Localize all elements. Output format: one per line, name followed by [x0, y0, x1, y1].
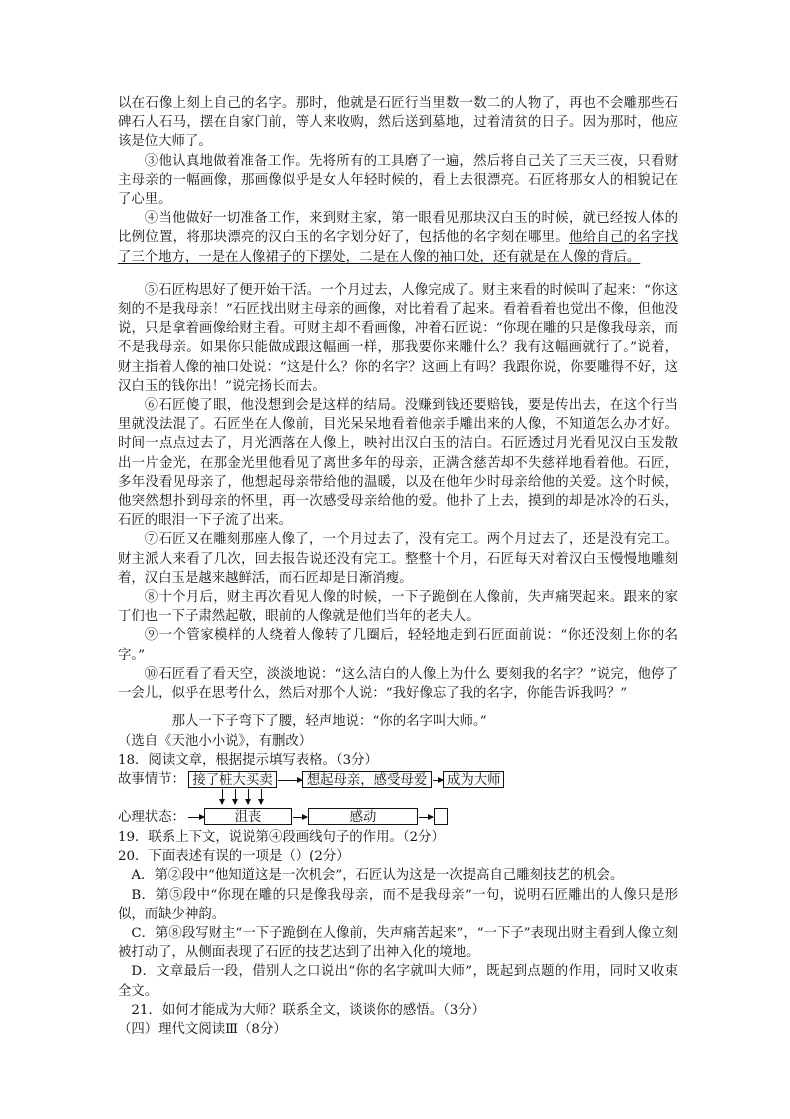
arrow-right-icon — [188, 817, 204, 818]
arrow-down-icon — [222, 789, 223, 804]
option-c: C．第⑧段写财主“一下子跪倒在人像前，失声痛苦起来”，“一下子”表现出财主看到人像立刻被打动了，从侧面表现了石匠的技艺达到了出神入化的境地。 — [118, 925, 678, 961]
plot-box-1: 接了桩大买卖 — [188, 771, 277, 788]
mood-row — [118, 806, 678, 828]
arrow-right-icon — [433, 780, 443, 781]
section-4-heading: （四）理代文阅读Ⅲ（8分） — [118, 1021, 287, 1037]
arrow-right-icon — [293, 817, 307, 818]
arrow-right-icon — [419, 817, 433, 818]
question-19: 19．联系上下文，说说第④段画线句子的作用。（2分） — [118, 829, 445, 845]
option-a: A．第②段中“他知道这是一次机会”，石匠认为这是一次提高自己雕刻技艺的机会。 — [131, 868, 624, 884]
story-paragraph-5: ⑤石匠构思好了便开始干活。一个月过去，人像完成了。财主来看的时候叫了起来：“你这刻的不是我母亲！”石匠找出财主母亲的画像，对比着看了起来。看着看着也觉出不像，但他没说，只是拿着画像给财主看。可财主却不看画像，冲着石匠说：“你现在雕的只是像我母亲，而不是我母亲。如果你只能做成跟这幅画一样，那我要你来雕什么？我有这幅画就行了。”说着，财主指着人像的袖口处说：“这是什么？你的名字？这画上有吗？我跟你说，你要雕得不好，这汉白玉的钱你出！”说完扬长而去。 — [118, 282, 678, 394]
paragraph-4-text: ④当他做好一切准备工作，来到财主家，第一眼看见那块汉白玉的时候，就已经按人体的比例位置，将那块漂亮的汉白玉的名字划分好了，包括他的名字刻在哪里。 — [118, 211, 678, 246]
option-d: D．文章最后一段，借别人之口说出“你的名字就叫大师”，既起到点题的作用，同时又收束全文。 — [118, 964, 678, 999]
story-paragraph-7: ⑦石匠又在雕刻那座人像了，一个月过去了，没有完工。两个月过去了，还是没有完工。财主派人来看了几次，回去报告说还没有完工。整整十个月，石匠每天对着汉白玉慢慢地雕刻着，汉白玉是越来越鲜活，而石匠却是日渐消瘦。 — [118, 532, 678, 586]
underlined-sentence: 他给自己的名字找了三个地方，一是在人像裙子的下摆处，二是在人像的袖口处，还有就是在人像的背后。 — [118, 230, 679, 265]
mood-label: 心理状态： — [118, 809, 185, 825]
story-paragraph-9: ⑨一个管家模样的人绕着人像转了几圈后，轻轻地走到石匠面前说：“你还没刻上你的名字。” — [118, 628, 678, 663]
plot-box-3: 成为大师 — [443, 771, 504, 788]
story-paragraph-6: ⑥石匠傻了眼，他没想到会是这样的结局。没赚到钱还要赔钱，要是传出去，在这个行当里就没法混了。石匠坐在人像前，目光呆呆地看着他亲手雕出来的人像，不知道怎么办才好。时间一点点过去了，月光洒落在人像上，映衬出汉白玉的洁白。石匠透过月光看见汉白玉发散出一片金光，在那金光里他看见了离世多年的母亲，正满含慈苦却不失慈祥地看着他。石匠，多年没看见母亲了，他想起母亲带给他的温暖，以及在他年少时母亲给他的关爱。这个时候，他突然想扑到母亲的怀里，再一次感受母亲给他的爱。他扑了上去，摸到的却是冰冷的石头，石匠的眼泪一下子流了出来。 — [118, 398, 678, 529]
source-citation: （选自《天池小小说》，有删改） — [118, 733, 313, 749]
story-paragraph-8: ⑧十个月后，财主再次看见人像的时候，一下子跪倒在人像前，失声痛哭起来。跟来的家丁们也一下子肃然起敬，眼前的人像就是他们当年的老夫人。 — [118, 590, 678, 625]
story-paragraph-10: ⑩石匠看了看天空，淡淡地说：“这么洁白的人像上为什么 要刻我的名字？”说完，他停了一会儿，似乎在思考什么，然后对那个人说：“我好像忘了我的名字，你能告诉我吗？” — [118, 666, 678, 702]
arrow-down-icon — [235, 789, 236, 804]
arrow-down-icon — [261, 789, 262, 804]
plot-box-2: 想起母亲，感受母爱 — [302, 771, 432, 788]
question-20: 20．下面表述有误的一项是（）(2分） — [118, 849, 350, 865]
question-21: 21．如何才能成为大师？联系全文，谈谈你的感悟。（3分） — [131, 1002, 486, 1018]
story-paragraph-4 — [118, 209, 678, 267]
arrow-right-icon — [278, 780, 302, 781]
story-paragraph-3: ③他认真地做着准备工作。先将所有的工具磨了一遍，然后将自己关了三天三夜，只看财主母亲的一幅画像，那画像似乎是女人年轻时候的，看上去很漂亮。石匠将那女人的相貌记在了心里。 — [118, 153, 678, 208]
story-paragraph-intro: 以在石像上刻上自己的名字。那时，他就是石匠行当里数一数二的人物了，再也不会雕那些石碑石人石马，摆在自家门前，等人来收购，然后送到墓地，过着清贫的日子。因为那时，他应该是位大师了。 — [118, 96, 678, 150]
plot-label: 故事情节： — [118, 771, 185, 787]
question-18: 18．阅读文章，根据提示填写表格。（3分） — [118, 752, 378, 768]
mood-box-2: 感动 — [308, 808, 418, 825]
option-b: B．第⑤段中“你现在雕的只是像我母亲，而不是我母亲”一句，说明石匠雕出的人像只是形似，而缺少神韵。 — [118, 887, 678, 922]
arrow-down-icon — [248, 789, 249, 804]
mood-box-blank[interactable] — [434, 808, 448, 825]
mood-box-1: 沮丧 — [204, 808, 292, 825]
document-page — [118, 94, 678, 1039]
story-last-line: 那人一下子弯下了腰，轻声地说：“你的名字叫大师。” — [171, 714, 487, 730]
